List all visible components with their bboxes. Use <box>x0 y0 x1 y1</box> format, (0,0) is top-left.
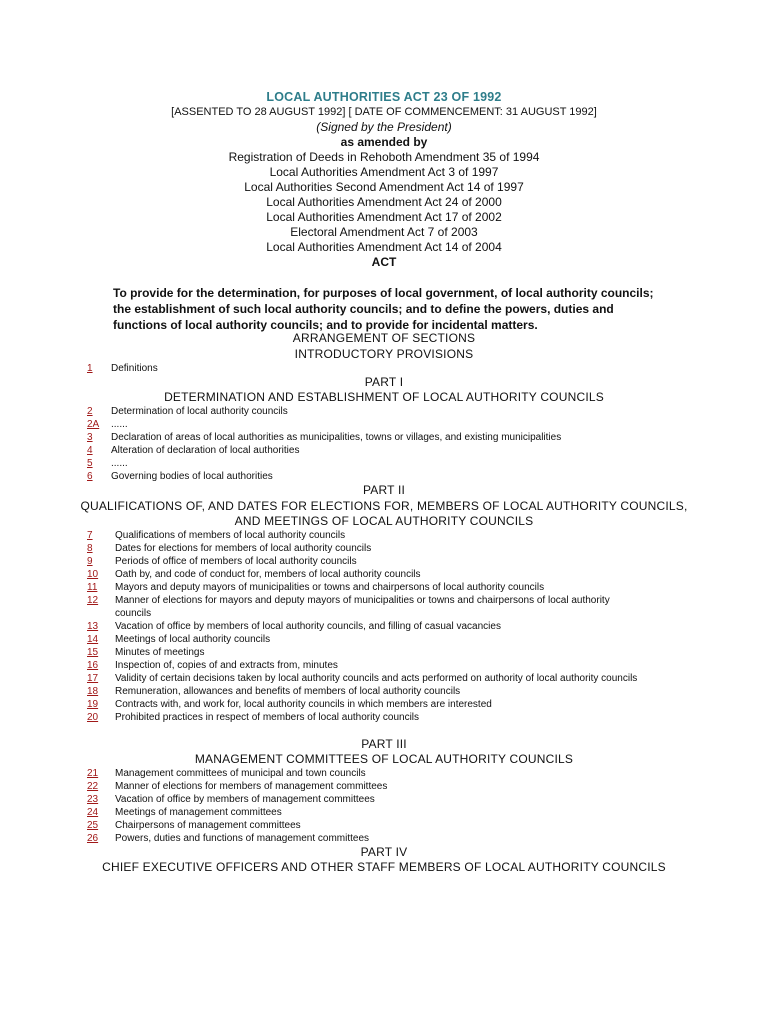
section-title: Manner of elections for mayors and deputy mayors of municipalities or towns and chairpersons of local authority councils <box>115 595 610 619</box>
arrangement-heading: ARRANGEMENT OF SECTIONS <box>292 331 476 345</box>
section-title: Governing bodies of local authorities <box>111 471 273 482</box>
toc-row <box>87 672 647 685</box>
section-link[interactable]: 19 <box>87 699 99 710</box>
section-link[interactable]: 20 <box>87 712 99 723</box>
amendment-item: Local Authorities Amendment Act 24 of 2000 <box>266 195 502 209</box>
toc-row <box>87 542 647 555</box>
toc-row <box>87 819 647 832</box>
section-title: Alteration of declaration of local authorities <box>111 445 300 456</box>
part-label: PART I <box>364 375 404 389</box>
section-title: Mayors and deputy mayors of municipalities or towns and chairpersons of local authority councils <box>115 582 545 593</box>
section-title: Manner of elections for members of management committees <box>115 781 388 792</box>
part-label: PART III <box>361 737 407 751</box>
section-link[interactable]: 6 <box>87 471 93 482</box>
part-heading: MANAGEMENT COMMITTEES OF LOCAL AUTHORITY COUNCILS <box>194 752 574 766</box>
section-link[interactable]: 22 <box>87 781 99 792</box>
section-link[interactable]: 12 <box>87 595 99 606</box>
toc-row <box>87 444 647 457</box>
section-link[interactable]: 1 <box>87 363 93 374</box>
section-title: Vacation of office by members of management committees <box>115 794 375 805</box>
amendment-item: Local Authorities Amendment Act 14 of 2004 <box>266 240 502 254</box>
toc-row <box>87 620 647 633</box>
section-link[interactable]: 7 <box>87 530 93 541</box>
section-title: Minutes of meetings <box>115 647 205 658</box>
section-link[interactable]: 18 <box>87 686 99 697</box>
section-link[interactable]: 4 <box>87 445 93 456</box>
toc-row <box>87 594 647 620</box>
section-link[interactable]: 25 <box>87 820 99 831</box>
toc-row <box>87 470 647 483</box>
amendment-item: Local Authorities Second Amendment Act 14 of 1997 <box>244 180 524 194</box>
section-title: Oath by, and code of conduct for, members of local authority councils <box>115 569 421 580</box>
toc-row <box>87 659 647 672</box>
toc-row <box>87 646 647 659</box>
amendment-item: Electoral Amendment Act 7 of 2003 <box>290 225 478 239</box>
section-link[interactable]: 23 <box>87 794 99 805</box>
amendment-item: Local Authorities Amendment Act 17 of 2002 <box>266 210 502 224</box>
toc-part1 <box>87 405 647 483</box>
section-link[interactable]: 24 <box>87 807 99 818</box>
toc-part3 <box>87 767 647 845</box>
part-heading: CHIEF EXECUTIVE OFFICERS AND OTHER STAFF MEMBERS OF LOCAL AUTHORITY COUNCILS <box>102 860 666 874</box>
amendment-item: Local Authorities Amendment Act 3 of 1997 <box>269 165 499 179</box>
signed-line: (Signed by the President) <box>316 120 452 134</box>
section-title: Dates for elections for members of local authority councils <box>115 543 372 554</box>
section-title: Inspection of, copies of and extracts from, minutes <box>115 660 338 671</box>
section-link[interactable]: 13 <box>87 621 99 632</box>
part-heading: QUALIFICATIONS OF, AND DATES FOR ELECTIONS FOR, MEMBERS OF LOCAL AUTHORITY COUNCILS, AND MEETINGS OF LOCAL AUTHORITY COUNCILS <box>80 499 688 528</box>
section-link[interactable]: 5 <box>87 458 93 469</box>
toc-row <box>87 362 647 375</box>
toc-row <box>87 711 647 724</box>
toc-row <box>87 767 647 780</box>
toc-row <box>87 832 647 845</box>
part-label: PART II <box>362 483 406 497</box>
section-link[interactable]: 17 <box>87 673 99 684</box>
toc-row <box>87 581 647 594</box>
toc-row <box>87 457 647 470</box>
section-title: Definitions <box>111 363 158 374</box>
section-link[interactable]: 11 <box>87 582 98 593</box>
section-link[interactable]: 10 <box>87 569 99 580</box>
section-title: ...... <box>111 458 128 469</box>
toc-part2 <box>87 529 647 724</box>
toc-row <box>87 555 647 568</box>
toc-row <box>87 405 647 418</box>
part-label: PART IV <box>360 845 408 859</box>
part-heading: DETERMINATION AND ESTABLISHMENT OF LOCAL AUTHORITY COUNCILS <box>164 390 604 404</box>
toc-row <box>87 780 647 793</box>
section-title: Management committees of municipal and town councils <box>115 768 366 779</box>
section-link[interactable]: 26 <box>87 833 99 844</box>
section-title: Determination of local authority councils <box>111 406 288 417</box>
section-title: Prohibited practices in respect of members of local authority councils <box>115 712 420 723</box>
section-link[interactable]: 16 <box>87 660 99 671</box>
toc-row <box>87 806 647 819</box>
section-link[interactable]: 3 <box>87 432 93 443</box>
act-title: LOCAL AUTHORITIES ACT 23 OF 1992 <box>266 90 502 104</box>
section-link[interactable]: 8 <box>87 543 93 554</box>
introductory-heading: INTRODUCTORY PROVISIONS <box>294 347 474 361</box>
toc-row <box>87 418 647 431</box>
section-link[interactable]: 9 <box>87 556 93 567</box>
section-title: Remuneration, allowances and benefits of members of local authority councils <box>115 686 461 697</box>
section-link[interactable]: 15 <box>87 647 99 658</box>
toc-row <box>87 529 647 542</box>
amendment-item: Registration of Deeds in Rehoboth Amendment 35 of 1994 <box>228 150 540 164</box>
act-label: ACT <box>371 255 397 269</box>
toc-row <box>87 685 647 698</box>
section-title: Vacation of office by members of local authority councils, and filling of casual vacancies <box>115 621 501 632</box>
toc-row <box>87 568 647 581</box>
section-title: Meetings of local authority councils <box>115 634 271 645</box>
section-link[interactable]: 14 <box>87 634 99 645</box>
toc-intro <box>87 362 647 375</box>
section-title: Qualifications of members of local authority councils <box>115 530 346 541</box>
section-link[interactable]: 2 <box>87 406 93 417</box>
section-title: Validity of certain decisions taken by local authority councils and acts performed on authority of local authority councils <box>115 673 638 684</box>
section-title: Powers, duties and functions of management committees <box>115 833 370 844</box>
section-title: Contracts with, and work for, local authority councils in which members are interested <box>115 699 492 710</box>
section-title: Declaration of areas of local authorities as municipalities, towns or villages, and existing municipalities <box>111 432 562 443</box>
purpose-statement: To provide for the determination, for purposes of local government, of local authority councils; the establishment of such local authority councils; and to define the powers, duties and functions of local authority councils; and to provide for incidental matters. <box>113 286 654 332</box>
section-title: Chairpersons of management committees <box>115 820 301 831</box>
assent-line: [ASSENTED TO 28 AUGUST 1992] [ DATE OF COMMENCEMENT: 31 AUGUST 1992] <box>171 106 597 118</box>
toc-row <box>87 633 647 646</box>
section-title: Meetings of management committees <box>115 807 282 818</box>
section-link[interactable]: 21 <box>87 768 99 779</box>
section-title: ...... <box>111 419 128 430</box>
section-title: Periods of office of members of local authority councils <box>115 556 357 567</box>
toc-row <box>87 698 647 711</box>
toc-row <box>87 431 647 444</box>
section-link[interactable]: 2A <box>87 419 100 430</box>
amended-by-label: as amended by <box>340 135 428 149</box>
toc-row <box>87 793 647 806</box>
